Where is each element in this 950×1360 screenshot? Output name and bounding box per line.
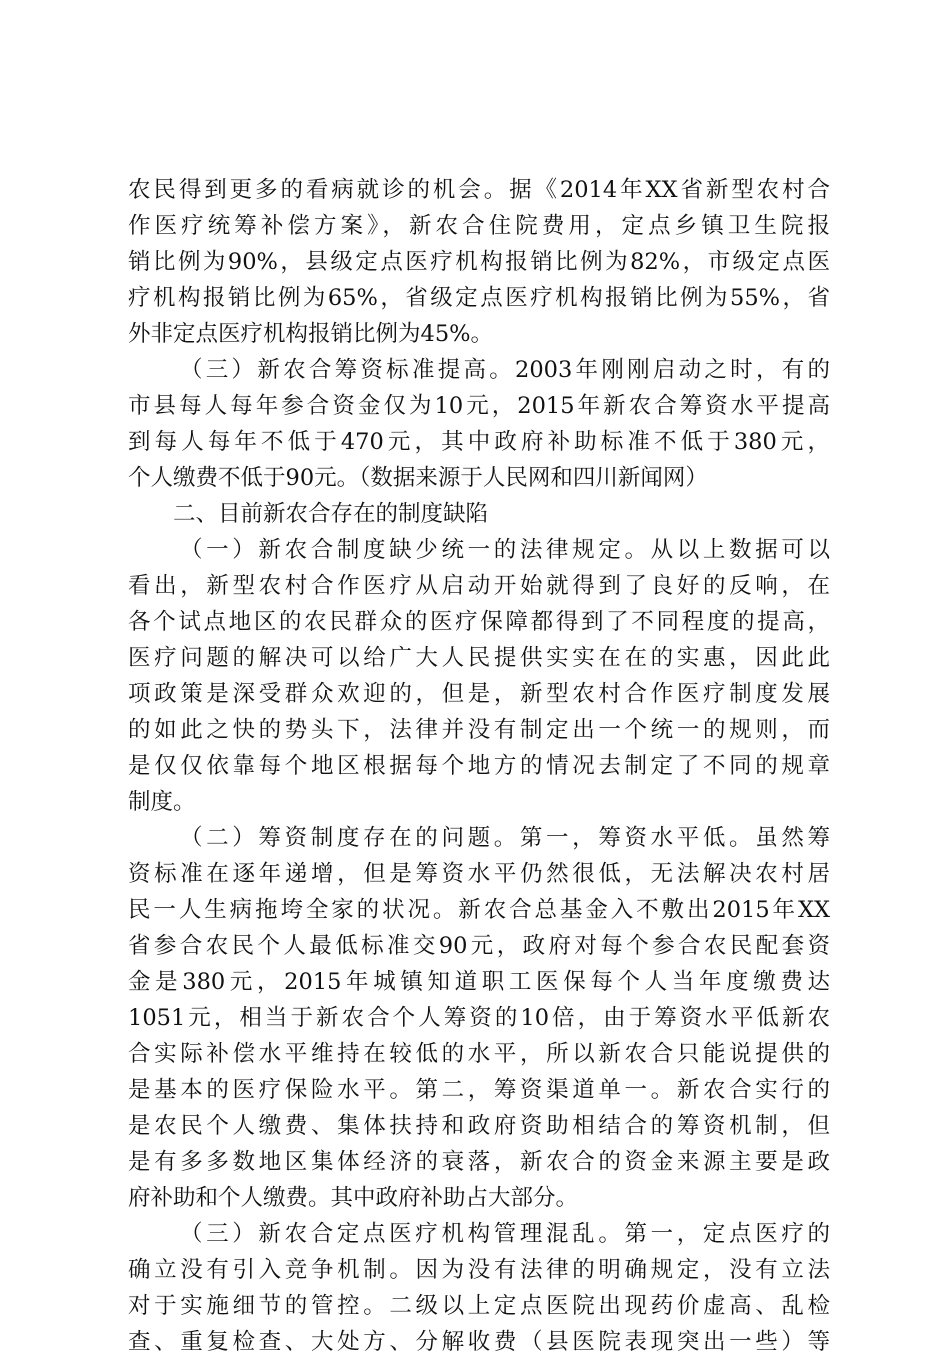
text-line: 是有多多数地区集体经济的衰落，新农合的资金来源主要是政 (128, 1149, 830, 1175)
text-line: 市县每人每年参合资金仅为10元，2015年新农合筹资水平提高 (128, 393, 830, 419)
text-line: 是农民个人缴费、集体扶持和政府资助相结合的筹资机制，但 (128, 1113, 830, 1139)
paragraph-first-line: （三）新农合筹资标准提高。2003年刚刚启动之时，有的 (180, 357, 830, 383)
paragraph-first-line: （二）筹资制度存在的问题。第一，筹资水平低。虽然筹 (180, 825, 830, 851)
paragraph-first-line: （三）新农合定点医疗机构管理混乱。第一，定点医疗的 (180, 1221, 830, 1247)
text-line: 销比例为90%，县级定点医疗机构报销比例为82%，市级定点医 (128, 249, 830, 275)
text-line: 医疗问题的解决可以给广大人民提供实实在在的实惠，因此此 (128, 645, 830, 671)
text-line: 项政策是深受群众欢迎的，但是，新型农村合作医疗制度发展 (128, 681, 830, 707)
text-line: 外非定点医疗机构报销比例为45%。 (128, 321, 494, 347)
text-line: 省参合农民个人最低标准交90元，政府对每个参合农民配套资 (128, 933, 830, 959)
text-line: 查、重复检查、大处方、分解收费（县医院表现突出一些）等 (128, 1329, 830, 1355)
text-line: 府补助和个人缴费。其中政府补助占大部分。 (128, 1185, 579, 1211)
text-line: 农民得到更多的看病就诊的机会。据《2014年XX省新型农村合 (128, 177, 830, 203)
text-line: 是基本的医疗保险水平。第二，筹资渠道单一。新农合实行的 (128, 1077, 830, 1103)
text-line: 资标准在逐年递增，但是筹资水平仍然很低，无法解决农村居 (128, 861, 830, 887)
text-line: 合实际补偿水平维持在较低的水平，所以新农合只能说提供的 (128, 1041, 830, 1067)
text-line: 确立没有引入竞争机制。因为没有法律的明确规定，没有立法 (128, 1257, 830, 1283)
paragraph-first-line: （一）新农合制度缺少统一的法律规定。从以上数据可以 (180, 537, 830, 563)
text-line: 看出，新型农村合作医疗从启动开始就得到了良好的反响，在 (128, 573, 830, 599)
text-line: 对于实施细节的管控。二级以上定点医院出现药价虚高、乱检 (128, 1293, 830, 1319)
text-line: 民一人生病拖垮全家的状况。新农合总基金入不敷出2015年XX (128, 897, 830, 923)
text-line: 是仅仅依靠每个地区根据每个地方的情况去制定了不同的规章 (128, 753, 830, 779)
text-line: 制度。 (128, 789, 196, 815)
text-line: 1051元，相当于新农合个人筹资的10倍，由于筹资水平低新农 (128, 1005, 830, 1031)
text-line: 疗机构报销比例为65%，省级定点医疗机构报销比例为55%，省 (128, 285, 830, 311)
text-line: 金是380元，2015年城镇知道职工医保每个人当年度缴费达 (128, 969, 830, 995)
text-line: 个人缴费不低于90元。（数据来源于人民网和四川新闻网） (128, 465, 708, 491)
section-heading: 二、目前新农合存在的制度缺陷 (173, 501, 489, 527)
document-body (128, 172, 830, 1360)
text-line: 作医疗统筹补偿方案》，新农合住院费用，定点乡镇卫生院报 (128, 213, 830, 239)
text-line: 到每人每年不低于470元，其中政府补助标准不低于380元， (128, 429, 830, 455)
text-line: 各个试点地区的农民群众的医疗保障都得到了不同程度的提高， (128, 609, 830, 635)
text-line: 的如此之快的势头下，法律并没有制定出一个统一的规则，而 (128, 717, 830, 743)
